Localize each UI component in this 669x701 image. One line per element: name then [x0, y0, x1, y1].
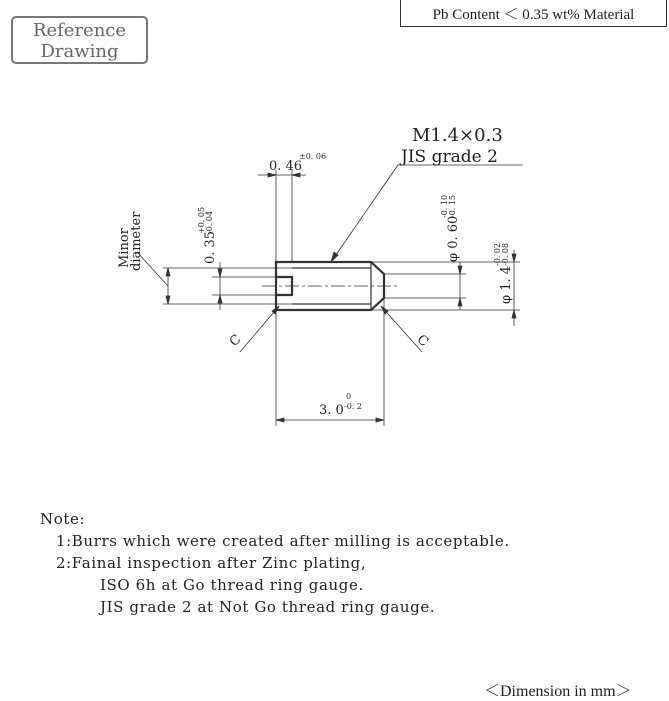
slot-depth-tol-lower: -0. 04 — [205, 210, 214, 234]
slot-depth-tol-upper: +0. 05 — [197, 206, 206, 234]
chamfer-right-label: C — [413, 332, 432, 350]
notes-title: Note: — [40, 510, 86, 528]
slot-width-tol: ±0. 06 — [299, 152, 327, 161]
note-item-2a: ISO 6h at Go thread ring gauge. — [100, 576, 364, 594]
minor-diameter-label-line-2: diameter — [129, 211, 144, 271]
point-dia-arrow-top — [458, 266, 462, 274]
slot-depth-arrow-top — [218, 269, 222, 277]
length-tol-upper: 0 — [346, 392, 352, 401]
major-diameter-tol-upper: -0. 02 — [493, 242, 502, 266]
reference-stamp-line-1: Reference — [32, 20, 127, 41]
point-diameter-tol-lower: -0. 15 — [448, 194, 457, 218]
reference-stamp-line-2: Drawing — [40, 41, 119, 62]
point-diameter-label: φ 0. 60 — [446, 215, 461, 262]
note-item-2: 2:Fainal inspection after Zinc plating, — [56, 554, 367, 572]
major-diameter-label: φ 1. 4 — [499, 265, 514, 304]
minor-dia-arrow-bottom — [166, 296, 170, 304]
thread-grade-label: JIS grade 2 — [401, 147, 498, 167]
length-arrow-right — [376, 418, 384, 422]
chamfer-left-label: C — [226, 332, 245, 350]
note-item-2b: JIS grade 2 at Not Go thread ring gauge. — [100, 598, 436, 616]
length-tol-lower: -0. 2 — [344, 402, 362, 411]
minor-dia-arrow-top — [166, 268, 170, 276]
note-item-1: 1:Burrs which were created after milling is acceptable. — [56, 532, 510, 550]
minor-diameter-label-line-1: Minor — [117, 228, 132, 268]
major-diameter-tol-lower: -0. 08 — [501, 242, 510, 266]
slot-depth-label: 0. 35 — [203, 230, 218, 264]
notes-section — [40, 508, 510, 618]
slot-width-label: 0. 46 — [269, 159, 303, 174]
thread-spec-label: M1.4×0.3 — [412, 125, 503, 146]
point-diameter-tol-upper: -0. 10 — [440, 194, 449, 218]
major-dia-arrow-top — [512, 254, 516, 262]
point-dia-arrow-bottom — [458, 298, 462, 306]
length-label: 3. 0 — [319, 403, 344, 418]
slot-depth-arrow-bottom — [218, 295, 222, 303]
thread-spec-leader — [331, 165, 398, 262]
units-footer: ＜Dimension in mm＞ — [484, 683, 632, 700]
major-dia-arrow-bottom — [512, 310, 516, 318]
length-arrow-left — [276, 418, 284, 422]
chamfer-left-leader — [240, 306, 279, 352]
material-note: Pb Content ＜ 0.35 wt% Material — [400, 0, 667, 27]
